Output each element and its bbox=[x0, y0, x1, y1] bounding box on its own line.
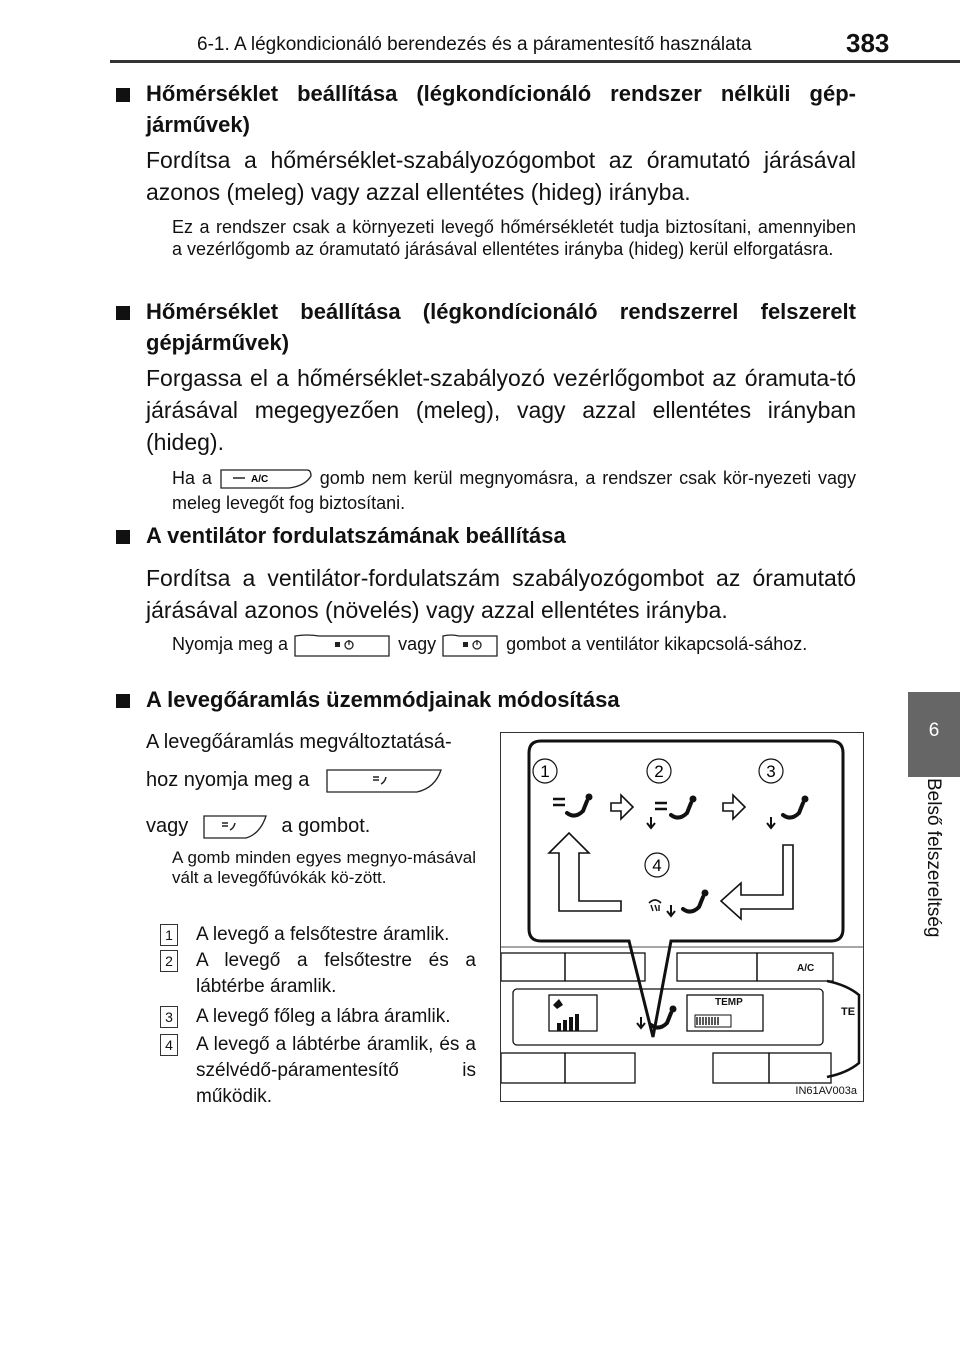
section-heading: Hőmérséklet beállítása (légkondícionáló rendszerrel felszerelt gépjárművek) bbox=[146, 299, 856, 355]
section-body: Fordítsa a ventilátor-fordulatszám szabályozógombot az óramutató járásával azonos (növelés) vagy azzal ellentétes irányba. bbox=[146, 565, 856, 623]
airflow-mode-button-icon bbox=[325, 766, 443, 796]
figure-caption: IN61AV003a bbox=[795, 1085, 857, 1097]
svg-text:A/C: A/C bbox=[250, 474, 269, 485]
step-3: 3 bbox=[766, 762, 776, 781]
list-item: A levegő a felsőtestre áramlik. bbox=[196, 924, 450, 945]
airflow-intro: A levegőáramlás megváltoztatásá- hoz nyomja meg a vagy a gombot. bbox=[146, 724, 476, 848]
section-heading: A ventilátor fordulatszámának beállítása bbox=[146, 523, 566, 548]
list-item: A levegő a felsőtestre és a lábtérbe áramlik. bbox=[196, 950, 476, 997]
airflow-diagram bbox=[501, 733, 863, 1101]
page-header bbox=[0, 0, 960, 60]
fan-off-button-icon bbox=[441, 632, 501, 658]
fan-off-button-icon bbox=[293, 632, 393, 658]
section-note: Nyomja meg a vagy gombot a ventilátor kikapcsolá-sához. bbox=[172, 632, 856, 658]
section-title: 6-1. A légkondicionáló berendezés és a páramentesítő használata bbox=[197, 34, 752, 55]
section-note: Ha a A/C gomb nem kerül megnyomásra, a rendszer csak kör-nyezeti vagy meleg levegőt fog biztosítani. bbox=[172, 467, 856, 513]
temp-label: TEMP bbox=[715, 997, 743, 1008]
list-number: 4 bbox=[160, 1034, 178, 1056]
section-body: Forgassa el a hőmérséklet-szabályozó vezérlőgombot az óramuta-tó járásával megegyezően (meleg), vagy azzal ellentétes irányban (hideg). bbox=[146, 365, 856, 455]
ac-button-icon bbox=[219, 466, 313, 492]
knob-label: TE bbox=[841, 1006, 856, 1018]
section-heading: Hőmérséklet beállítása (légkondícionáló rendszer nélküli gép-járművek) bbox=[146, 81, 856, 137]
chapter-tab[interactable] bbox=[908, 692, 960, 777]
airflow-mode-button-icon bbox=[202, 812, 268, 842]
page-number: 383 bbox=[846, 28, 890, 58]
section-heading: A levegőáramlás üzemmódjainak módosítása bbox=[146, 687, 620, 712]
bullet-square-icon bbox=[116, 694, 130, 708]
section-body: Fordítsa a hőmérséklet-szabályozógombot az óramutató járásával azonos (meleg) vagy azzal ellentétes (hideg) irányba. bbox=[146, 147, 856, 205]
step-4: 4 bbox=[652, 856, 662, 875]
list-item: A levegő a lábtérbe áramlik, és a szélvédő-páramentesítő is működik. bbox=[196, 1034, 476, 1107]
bullet-square-icon bbox=[116, 530, 130, 544]
section-note: Ez a rendszer csak a környezeti levegő hőmérsékletét tudja biztosítani, amennyiben a vezérlőgomb az óramutató járásával ellentétes irányba (hideg) kerül elforgatásra. bbox=[172, 217, 856, 259]
chapter-number: 6 bbox=[928, 720, 940, 741]
list-number: 3 bbox=[160, 1006, 178, 1028]
list-number: 1 bbox=[160, 924, 178, 946]
list-number: 2 bbox=[160, 950, 178, 972]
ac-label: A/C bbox=[797, 963, 815, 974]
bullet-square-icon bbox=[116, 88, 130, 102]
step-1: 1 bbox=[540, 762, 550, 781]
header-rule bbox=[110, 60, 960, 63]
bullet-square-icon bbox=[116, 306, 130, 320]
list-item: A levegő főleg a lábra áramlik. bbox=[196, 1006, 451, 1027]
step-2: 2 bbox=[654, 762, 664, 781]
chapter-label: Belső felszereltség bbox=[923, 778, 944, 938]
airflow-diagram-figure bbox=[500, 732, 864, 1102]
airflow-note: A gomb minden egyes megnyo-másával vált a levegőfúvókák kö-zött. bbox=[172, 848, 476, 887]
